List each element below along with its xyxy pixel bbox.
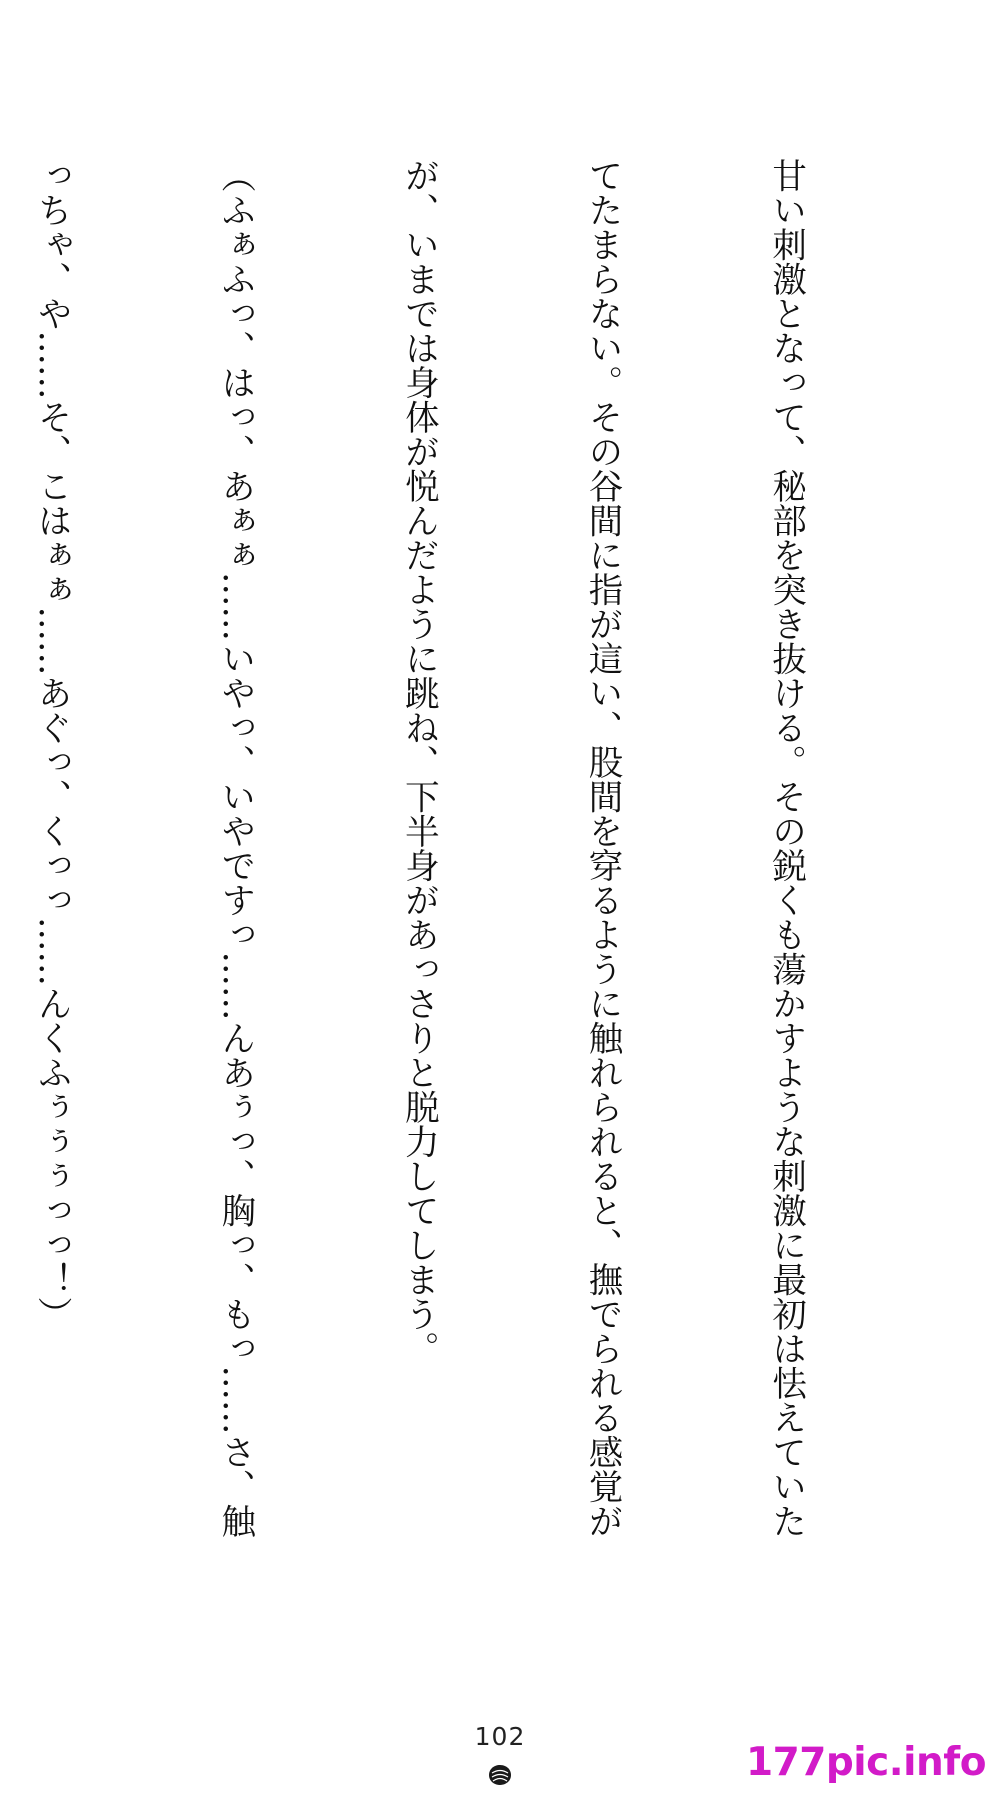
page-number: 102 [474, 1722, 526, 1751]
text-line-5: っちゃ、や……そ、こはぁぁ……あぐっ、くっっ……んくふぅぅぅっっ！） [31, 158, 72, 1331]
text-line-4: （ふぁふっ、はっ、あぁぁ……いやっ、いやですっ……んあぅっ、胸っ、もっ……さ、触 [214, 158, 255, 1538]
text-line-2: てたまらない。その谷間に指が這い、股間を穿るように触れられると、撫でられる感覚が [581, 158, 622, 1538]
text-line-1: 甘い刺激となって、秘部を突き抜ける。その鋭くも蕩かすような刺激に最初は怯えていた [765, 158, 806, 1538]
body-text [31, 158, 938, 1538]
page-ornament-icon [487, 1764, 513, 1786]
text-line-3: が、いまでは身体が悦んだように跳ね、下半身があっさりと脱力してしまう。 [398, 158, 439, 1366]
watermark-text: 177pic.info [745, 1740, 986, 1785]
